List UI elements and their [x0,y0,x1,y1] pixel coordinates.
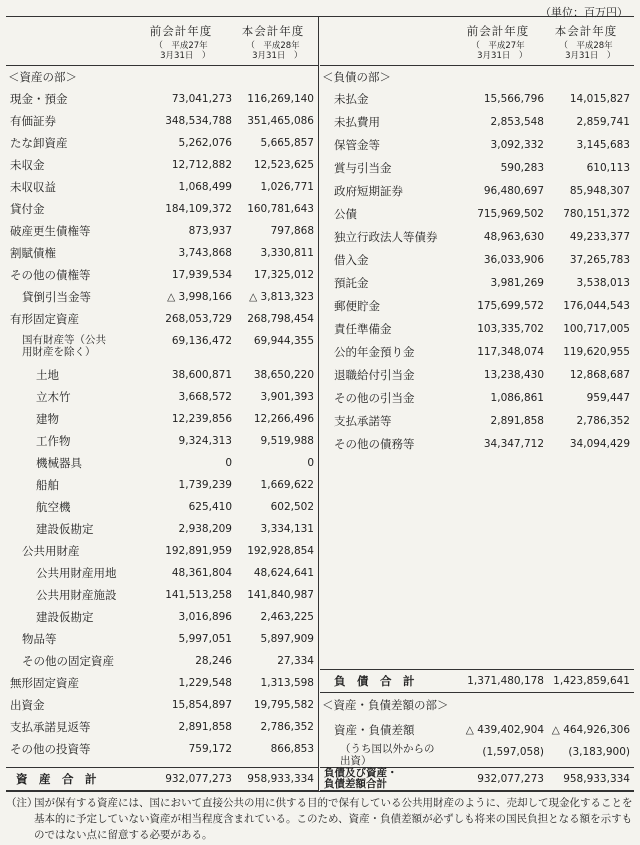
asset-row-label: その他の投資等 [10,742,91,756]
liability-row [320,226,634,248]
liability-row-prev: 3,092,332 [490,139,544,151]
asset-row [6,628,318,650]
liabilities-total-curr: 1,423,859,641 [553,675,630,687]
liability-row-curr: 100,717,005 [563,323,630,335]
asset-row [6,88,318,110]
asset-row-label: 破産更生債権等 [10,224,91,238]
asset-row-label: 建設仮勘定 [36,610,94,624]
asset-row-label: 無形固定資産 [10,676,79,690]
liability-row [320,157,634,179]
liability-row-curr: 37,265,783 [569,254,630,266]
asset-row [6,716,318,738]
liability-row-curr: 12,868,687 [569,369,630,381]
asset-row-label: 物品等 [22,632,57,646]
liability-row-label: 支払承諾等 [334,414,392,428]
asset-row-prev: 5,997,051 [178,633,232,645]
asset-row-curr: 192,928,854 [247,545,314,557]
asset-row-curr: 12,266,496 [253,413,314,425]
asset-row-prev: 48,361,804 [171,567,232,579]
asset-row-prev: △ 3,998,166 [167,291,232,303]
asset-row-label: 建物 [36,412,59,426]
balance-sheet [6,16,634,792]
asset-row [6,386,318,408]
liability-row-curr: 2,859,741 [576,116,630,128]
liability-row-curr: 3,145,683 [576,139,630,151]
liability-row-prev: 15,566,796 [483,93,544,105]
liability-row-label: 独立行政法人等債券 [334,230,438,244]
liability-row-curr: 119,620,955 [563,346,630,358]
liability-row-prev: 48,963,630 [483,231,544,243]
liability-row-curr: 85,948,307 [569,185,630,197]
liability-row [320,134,634,156]
assets-section-title [6,66,318,88]
asset-row-prev: 3,743,868 [178,247,232,259]
asset-row-label: 工作物 [36,434,71,448]
net-row [320,719,634,741]
footnote [6,795,634,843]
liability-row-prev: 103,335,702 [477,323,544,335]
asset-row-curr: 69,944,355 [253,335,314,347]
grand-total-label: 負債及び資産・ 負債差額合計 [324,767,398,790]
liability-row-curr: 34,094,429 [569,438,630,450]
liability-row [320,341,634,363]
assets-panel [6,17,319,791]
liability-row-prev: 715,969,502 [477,208,544,220]
asset-row-curr: △ 3,813,323 [249,291,314,303]
asset-row-prev: 12,239,856 [171,413,232,425]
liability-row-label: 公的年金預り金 [334,345,415,359]
liability-row-curr: 3,538,013 [576,277,630,289]
asset-row [6,264,318,286]
asset-row-prev: 1,229,548 [178,677,232,689]
grand-total-row [320,767,634,791]
asset-row [6,132,318,154]
liability-row-label: その他の引当金 [334,391,415,405]
asset-row-curr: 3,330,811 [260,247,314,259]
asset-row-curr: 9,519,988 [260,435,314,447]
asset-row-label: 支払承諾見返等 [10,720,91,734]
asset-row [6,430,318,452]
asset-row-curr: 48,624,641 [253,567,314,579]
asset-row-prev: 2,891,858 [178,721,232,733]
prev-year-title: 前会計年度 [149,24,213,38]
liability-row-label: 退職給付引当金 [334,368,415,382]
liability-row-curr: 14,015,827 [569,93,630,105]
asset-row-curr: 116,269,140 [247,93,314,105]
net-prev: △ 439,402,904 [465,724,544,736]
assets-total-label: 資 産 合 計 [16,772,97,786]
asset-row [6,154,318,176]
asset-row-label: 有価証券 [10,114,56,128]
asset-row-prev: 141,513,258 [165,589,232,601]
asset-row-curr: 2,463,225 [260,611,314,623]
asset-row-curr: 5,665,857 [260,137,314,149]
liability-row-label: 賞与引当金 [334,161,392,175]
asset-row [6,330,318,364]
asset-row-curr: 12,523,625 [253,159,314,171]
asset-row-label: 船舶 [36,478,59,492]
curr-year-title-right: 本会計年度 [554,24,618,38]
asset-row-prev: 0 [225,457,232,469]
liability-row-label: 政府短期証券 [334,184,403,198]
asset-row [6,308,318,330]
curr-year-header-right [538,23,634,61]
asset-row-prev: 69,136,472 [171,335,232,347]
asset-row-label: 国有財産等（公共 用財産を除く） [22,334,106,358]
asset-row [6,474,318,496]
asset-row-label: 土地 [36,368,59,382]
asset-row-label: 航空機 [36,500,71,514]
prev-year-date: （ 平成27年 3月31日 ） [154,41,211,61]
asset-row-label: 公共用財産施設 [36,588,117,602]
asset-row-label: 機械器具 [36,456,82,470]
asset-row [6,408,318,430]
asset-row-prev: 2,938,209 [178,523,232,535]
footnote-text: 国が保有する資産には、国において直接公共の用に供する目的で保有している公共用財産のように、売却して現金化することを基本的に予定していない資産が相当程度含まれている。このため、資産・負債差額が必ずしも将来の国民負担となる額を示すものではない点に留意する必要がある。 [34,797,633,841]
liability-row [320,433,634,455]
asset-row [6,562,318,584]
asset-row-prev: 15,854,897 [171,699,232,711]
asset-row-prev: 192,891,959 [165,545,232,557]
asset-row-curr: 602,502 [270,501,314,513]
asset-row [6,220,318,242]
asset-row [6,242,318,264]
asset-row-prev: 3,016,896 [178,611,232,623]
asset-row-prev: 28,246 [195,655,232,667]
curr-year-date: （ 平成28年 3月31日 ） [246,41,303,61]
asset-row-prev: 5,262,076 [178,137,232,149]
asset-row-curr: 3,901,393 [260,391,314,403]
asset-row-prev: 17,939,534 [171,269,232,281]
liability-row-prev: 96,480,697 [483,185,544,197]
grand-total-curr: 958,933,334 [563,773,630,785]
asset-row [6,364,318,386]
asset-row [6,198,318,220]
net-sub-curr: (3,183,900) [568,746,630,758]
asset-row-curr: 866,853 [270,743,314,755]
asset-row-curr: 268,798,454 [247,313,314,325]
assets-total-prev: 932,077,273 [165,773,232,785]
asset-row-prev: 268,053,729 [165,313,232,325]
liability-row-label: 公債 [334,207,357,221]
asset-row-prev: 38,600,871 [171,369,232,381]
asset-row [6,496,318,518]
asset-row-label: 公共用財産 [22,544,80,558]
liability-row-label: 借入金 [334,253,369,267]
asset-row-curr: 27,334 [277,655,314,667]
net-sub-row [320,741,634,767]
asset-row [6,286,318,308]
asset-row-prev: 759,172 [188,743,232,755]
liability-row-prev: 590,283 [500,162,544,174]
asset-row [6,584,318,606]
liability-row-label: その他の債務等 [334,437,415,451]
liability-row [320,88,634,110]
asset-row [6,606,318,628]
asset-row-label: 公共用財産用地 [36,566,117,580]
asset-row-prev: 184,109,372 [165,203,232,215]
asset-row-curr: 17,325,012 [253,269,314,281]
grand-total-prev: 932,077,273 [477,773,544,785]
liability-row-prev: 3,981,269 [490,277,544,289]
curr-year-title: 本会計年度 [241,24,305,38]
liabilities-section-title [320,66,634,88]
liability-row-prev: 2,891,858 [490,415,544,427]
liability-row [320,180,634,202]
net-label: 資産・負債差額 [334,723,415,737]
liability-row [320,295,634,317]
liability-row-prev: 36,033,906 [483,254,544,266]
asset-row [6,672,318,694]
asset-row [6,518,318,540]
asset-row-curr: 797,868 [270,225,314,237]
asset-row [6,176,318,198]
asset-row-curr: 141,840,987 [247,589,314,601]
asset-row-curr: 1,313,598 [260,677,314,689]
liability-row-prev: 1,086,861 [490,392,544,404]
asset-row-label: その他の固定資産 [22,654,114,668]
liability-row-label: 未払金 [334,92,369,106]
liability-row-prev: 117,348,074 [477,346,544,358]
asset-row-curr: 0 [307,457,314,469]
net-section-label: ＜資産・負債差額の部＞ [322,698,449,712]
curr-year-header [228,23,318,61]
liability-row [320,387,634,409]
unit-label: （単位：百万円） [540,6,628,19]
asset-row-prev: 1,739,239 [178,479,232,491]
liability-row-curr: 610,113 [586,162,630,174]
liability-row-curr: 959,447 [586,392,630,404]
liability-row [320,410,634,432]
liability-row-prev: 13,238,430 [483,369,544,381]
asset-row-curr: 1,669,622 [260,479,314,491]
assets-total-curr: 958,933,334 [247,773,314,785]
liabilities-total-label: 負 債 合 計 [334,674,415,688]
liability-row-prev: 175,699,572 [477,300,544,312]
liability-row [320,249,634,271]
asset-row-curr: 38,650,220 [253,369,314,381]
asset-row-curr: 3,334,131 [260,523,314,535]
asset-row-curr: 1,026,771 [260,181,314,193]
asset-row-curr: 5,897,909 [260,633,314,645]
asset-row-label: たな卸資産 [10,136,68,150]
liabilities-total-prev: 1,371,480,178 [467,675,544,687]
liability-row-curr: 49,233,377 [569,231,630,243]
asset-row-label: その他の債権等 [10,268,91,282]
footnote-mark: （注） [6,797,38,809]
asset-row-label: 出資金 [10,698,45,712]
liability-row-prev: 2,853,548 [490,116,544,128]
asset-row-prev: 3,668,572 [178,391,232,403]
liability-row [320,111,634,133]
prev-year-header-right [448,23,548,61]
asset-row-curr: 160,781,643 [247,203,314,215]
asset-row [6,110,318,132]
liability-row [320,272,634,294]
liability-row-label: 責任準備金 [334,322,392,336]
asset-row-label: 未収収益 [10,180,56,194]
asset-row [6,650,318,672]
prev-year-title-right: 前会計年度 [466,24,530,38]
prev-year-header [136,23,226,61]
asset-row-label: 未収金 [10,158,45,172]
liability-row-label: 未払費用 [334,115,380,129]
net-sub-prev: (1,597,058) [482,746,544,758]
liability-row [320,364,634,386]
liability-row-curr: 780,151,372 [563,208,630,220]
asset-row-label: 建設仮勘定 [36,522,94,536]
prev-year-date-right: （ 平成27年 3月31日 ） [471,41,528,61]
asset-row-label: 貸付金 [10,202,45,216]
liabilities-total-row [320,669,634,693]
asset-row-label: 割賦債権 [10,246,56,260]
liability-row-curr: 2,786,352 [576,415,630,427]
asset-row-prev: 12,712,882 [171,159,232,171]
asset-row [6,452,318,474]
asset-row [6,540,318,562]
asset-row [6,738,318,760]
asset-row-prev: 625,410 [188,501,232,513]
asset-row-curr: 19,795,582 [253,699,314,711]
asset-row [6,694,318,716]
asset-row-prev: 9,324,313 [178,435,232,447]
liabilities-panel [320,17,634,791]
net-sub-label: （うち国以外からの 出資） [340,743,435,767]
liabilities-header [320,17,634,66]
net-curr: △ 464,926,306 [551,724,630,736]
assets-total-row [6,767,318,791]
asset-row-label: 有形固定資産 [10,312,79,326]
asset-row-label: 貸倒引当金等 [22,290,91,304]
asset-row-prev: 348,534,788 [165,115,232,127]
liability-row-label: 保管金等 [334,138,380,152]
liabilities-section-label: ＜負債の部＞ [322,70,391,84]
curr-year-date-right: （ 平成28年 3月31日 ） [559,41,616,61]
liability-row-prev: 34,347,712 [483,438,544,450]
assets-header [6,17,318,66]
liability-row-label: 郵便貯金 [334,299,380,313]
liability-row-curr: 176,044,543 [563,300,630,312]
asset-row-label: 立木竹 [36,390,71,404]
asset-row-curr: 351,465,086 [247,115,314,127]
assets-section-label: ＜資産の部＞ [8,70,77,84]
liability-row [320,318,634,340]
liability-row-label: 預託金 [334,276,369,290]
asset-row-prev: 1,068,499 [178,181,232,193]
liability-row [320,203,634,225]
asset-row-curr: 2,786,352 [260,721,314,733]
asset-row-prev: 873,937 [188,225,232,237]
asset-row-label: 現金・預金 [10,92,68,106]
net-section-title [320,694,634,716]
asset-row-prev: 73,041,273 [171,93,232,105]
